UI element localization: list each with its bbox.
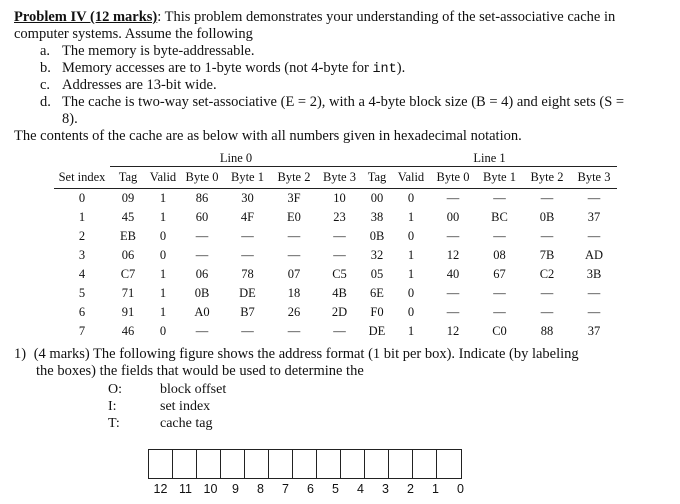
column-header: Tag [362,167,392,189]
assumption-code: int [372,62,397,77]
table-cell: 7B [539,248,555,262]
address-bit-box[interactable] [317,450,341,478]
table-cell: — [195,324,209,338]
table-cell: 1 [159,210,167,224]
table-cell: 38 [370,210,384,224]
assumption-text: Addresses are 13-bit wide. [62,77,217,93]
intro-text: : This problem demonstrates your understanding of the set-associative cache in [157,9,616,25]
table-cell: C7 [120,267,136,281]
column-header: Byte 2 [523,167,571,189]
bit-number: 10 [203,482,218,496]
table-cell: 0 [407,191,415,205]
table-cell: 86 [195,191,209,205]
table-cell: — [287,248,301,262]
address-bit-box[interactable] [437,450,461,478]
table-cell: 91 [121,305,135,319]
problem-header [14,9,615,26]
table-row [54,189,617,209]
table-cell: 07 [287,267,301,281]
table-cell: 5 [78,286,86,300]
bit-number: 0 [457,482,464,496]
table-cell: DE [368,324,386,338]
bit-number: 9 [232,482,239,496]
table-cell: 0B [539,210,555,224]
address-bit-box[interactable] [413,450,437,478]
bit-number: 8 [257,482,264,496]
field-description: cache tag [160,416,213,431]
column-header: Byte 3 [317,167,362,189]
field-key: T: [108,416,120,431]
table-cell: 00 [370,191,384,205]
table-cell: 30 [241,191,254,205]
table-cell: A0 [194,305,210,319]
table-cell: 1 [159,267,167,281]
assumption-text: Memory accesses are to 1-byte words (not 4-byte for [62,60,373,76]
table-cell: 1 [407,248,415,262]
table-cell: 32 [370,248,384,262]
question1-text: (4 marks) The following figure shows the address format (1 bit per box). Indicate (by labeling [33,346,579,362]
table-cell: — [587,191,601,205]
table-cell: 3 [78,248,86,262]
address-bit-box[interactable] [221,450,245,478]
table-cell: 0 [159,324,167,338]
problem-title: Problem IV (12 marks) [14,9,158,25]
table-cell: 10 [333,191,346,205]
table-cell: — [241,229,254,243]
table-cell: — [195,229,209,243]
table-cell: — [446,229,460,243]
bit-number: 1 [432,482,439,496]
table-cell: C2 [539,267,555,281]
table-row [54,284,617,303]
line1-label: Line 1 [362,150,617,167]
table-cell: 0 [407,305,415,319]
address-format-boxes [148,449,462,479]
field-key: I: [108,399,117,414]
table-cell: B7 [240,305,255,319]
table-row [54,246,617,265]
table-cell: 1 [159,305,167,319]
table-cell: 78 [241,267,254,281]
table-cell: — [587,286,601,300]
table-cell: 08 [493,248,506,262]
bit-number: 3 [382,482,389,496]
table-cell: 88 [540,324,554,338]
column-header: Byte 0 [180,167,224,189]
contents-text: The contents of the cache are as below with all numbers given in hexadecimal notation. [14,128,522,144]
table-cell: 2 [78,229,86,243]
table-cell: 6 [78,305,86,319]
table-row [54,265,617,284]
table-cell: 1 [78,210,86,224]
table-cell: 1 [407,267,415,281]
column-header: Byte 3 [571,167,617,189]
table-cell: — [333,324,346,338]
column-header: Byte 1 [476,167,523,189]
table-cell: 71 [121,286,135,300]
bit-number: 5 [332,482,339,496]
question1-line2: the boxes) the fields that would be used to determine the [36,363,364,379]
table-cell: — [446,191,460,205]
address-bit-box[interactable] [245,450,269,478]
table-cell: 37 [587,210,601,224]
table-cell: 67 [493,267,506,281]
table-cell: — [446,286,460,300]
table-cell: 23 [333,210,346,224]
table-cell: 12 [446,248,460,262]
table-cell: — [195,248,209,262]
assumption-item [40,43,254,60]
table-cell: E0 [287,210,301,224]
table-cell: 46 [121,324,135,338]
address-bit-box[interactable] [365,450,389,478]
table-cell: 2D [331,305,348,319]
table-cell: 06 [195,267,209,281]
bit-numbers [148,482,473,496]
table-cell: 1 [159,286,167,300]
table-cell: 3F [287,191,301,205]
table-cell: — [241,324,254,338]
table-cell: 40 [446,267,460,281]
assumption-item [40,77,217,94]
table-cell: 0 [407,229,415,243]
bit-number: 2 [407,482,414,496]
table-cell: — [333,229,346,243]
table-cell: 0B [369,229,385,243]
table-cell: — [446,305,460,319]
table-cell: F0 [370,305,384,319]
table-cell: 45 [121,210,135,224]
table-cell: 1 [407,210,415,224]
table-cell: — [587,229,601,243]
table-cell: 05 [370,267,384,281]
question1-line1 [14,346,579,363]
address-bit-box[interactable] [173,450,197,478]
table-cell: — [493,286,506,300]
column-header: Valid [146,167,180,189]
table-row [54,322,617,341]
field-description: set index [160,399,211,414]
table-cell: 0 [159,229,167,243]
table-cell: 4B [332,286,347,300]
bit-number: 4 [357,482,364,496]
column-header: Byte 2 [271,167,317,189]
table-cell: 4F [240,210,255,224]
field-key: O: [108,382,122,397]
bit-number: 7 [282,482,289,496]
table-cell: 26 [287,305,301,319]
assumption-text: The memory is byte-addressable. [62,43,255,59]
intro-line-2: computer systems. Assume the following [14,26,253,42]
table-cell: 0 [407,286,415,300]
address-bit-box[interactable] [293,450,317,478]
assumption-d-continued: 8). [62,111,78,127]
table-cell: 60 [195,210,209,224]
table-cell: EB [120,229,136,243]
table-cell: C5 [332,267,347,281]
table-cell: — [241,248,254,262]
table-cell: 37 [587,324,601,338]
table-cell: 06 [121,248,135,262]
assumption-item [40,94,624,111]
table-cell: — [493,229,506,243]
address-bit-box[interactable] [269,450,293,478]
table-cell: 0 [159,248,167,262]
column-header: Tag [110,167,146,189]
table-cell: 18 [287,286,301,300]
table-row [54,303,617,322]
bit-number: 6 [307,482,314,496]
bit-number: 11 [179,482,192,496]
table-cell: — [540,191,554,205]
address-bit-box[interactable] [341,450,365,478]
table-cell: — [287,229,301,243]
table-cell: — [287,324,301,338]
table-cell: 00 [446,210,460,224]
table-cell: 3B [586,267,602,281]
table-cell: — [587,305,601,319]
table-cell: AD [584,248,604,262]
table-row [54,227,617,246]
table-cell: — [540,305,554,319]
table-cell: C0 [492,324,507,338]
address-bit-box[interactable] [149,450,173,478]
table-cell: — [540,286,554,300]
bit-number: 12 [153,482,168,496]
assumption-label: d. [40,94,51,110]
table-cell: 1 [159,191,167,205]
assumption-label: c. [40,77,51,93]
field-description: block offset [160,382,227,397]
table-cell: 0 [78,191,86,205]
assumption-item [40,60,405,78]
table-cell: — [493,191,506,205]
assumption-text: The cache is two-way set-associative (E = 2), with a 4-byte block size (B = 4) and eight sets (S = [62,94,625,110]
table-cell: BC [491,210,508,224]
column-header: Valid [392,167,430,189]
table-cell: 6E [370,286,384,300]
table-cell: 1 [407,324,415,338]
table-cell: DE [239,286,256,300]
cache-contents-table [54,150,617,341]
address-bit-box[interactable] [389,450,413,478]
table-cell: 7 [78,324,86,338]
question1-number: 1) [14,346,27,362]
table-cell: — [540,229,554,243]
address-bit-box[interactable] [197,450,221,478]
table-cell: — [333,248,346,262]
column-header: Byte 0 [430,167,476,189]
column-header-row [54,167,617,189]
column-header: Set index [54,167,110,189]
assumption-label: a. [40,43,51,59]
table-cell: — [493,305,506,319]
line0-label: Line 0 [110,150,362,167]
table-cell: 12 [446,324,460,338]
column-header: Byte 1 [224,167,271,189]
table-cell: 4 [78,267,86,281]
assumption-text-end: ). [396,60,406,76]
assumption-label: b. [40,60,51,76]
table-cell: 09 [121,191,135,205]
table-cell: 0B [194,286,210,300]
table-row [54,208,617,227]
